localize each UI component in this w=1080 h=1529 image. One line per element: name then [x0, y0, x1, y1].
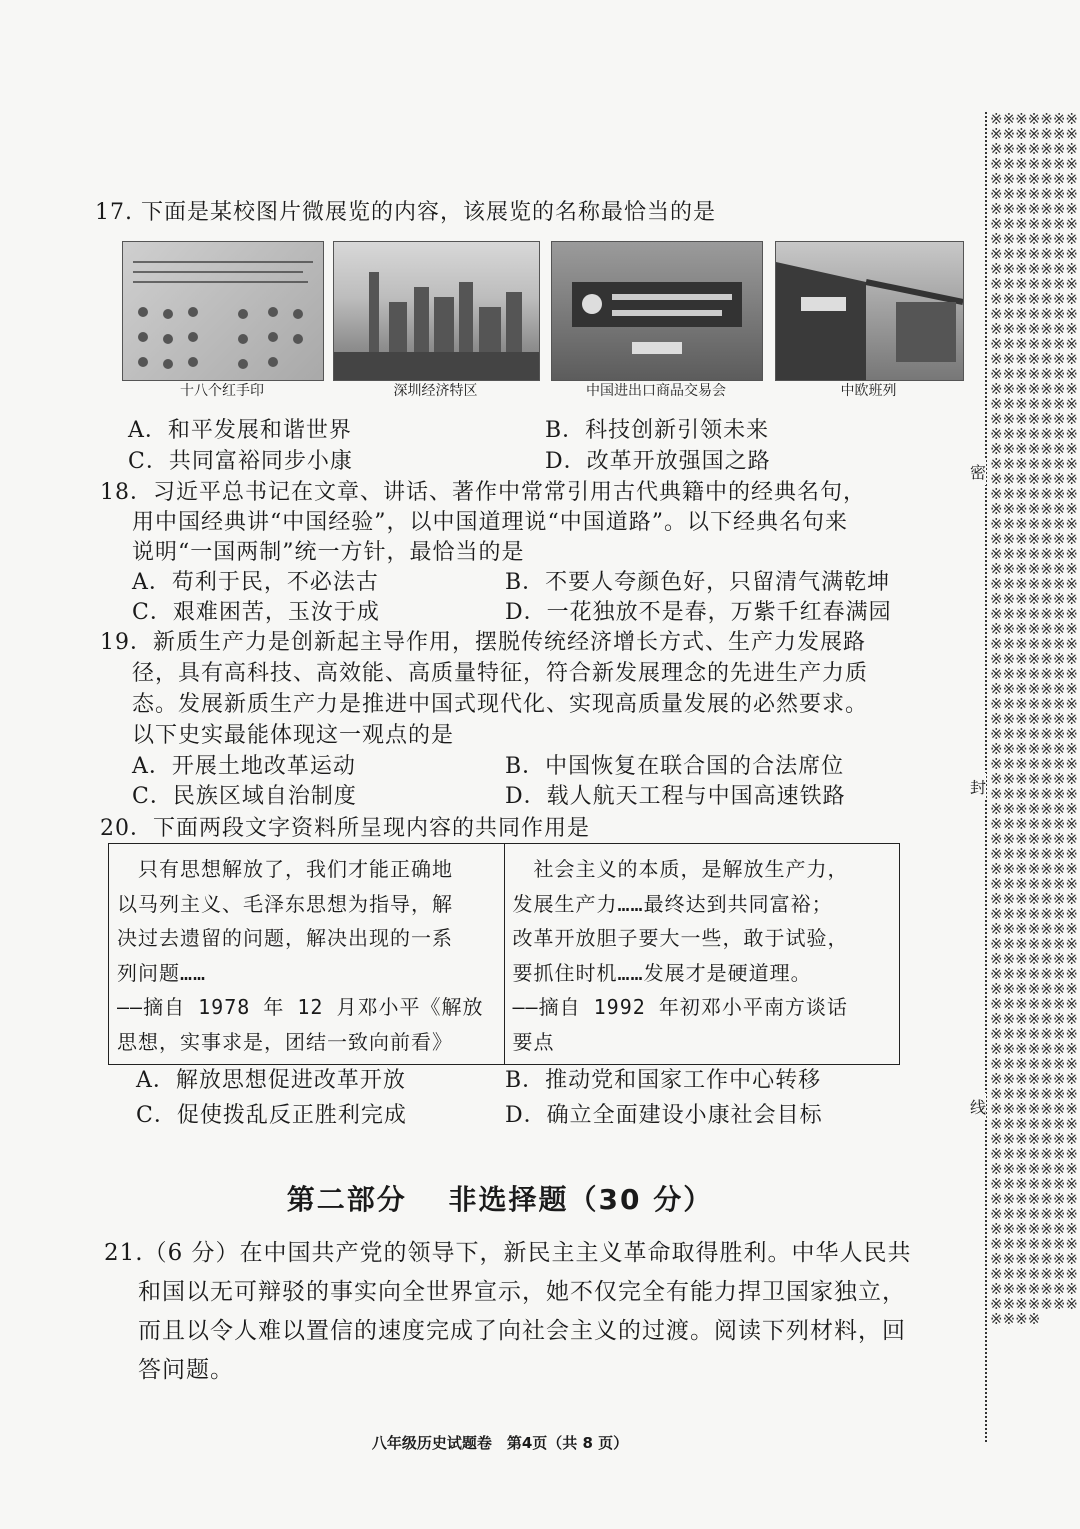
q18-option-c[interactable]: C．艰难困苦，玉汝于成 [132, 600, 380, 625]
seal-pattern: ※※※※※※※※※※※※※※※※※※※※※※※※※※※※※※※※※※※※※※※※※※※※※※※※※※※※※※※※※※※※※※※※※※※※※※※※※※※※※※※※※※※※※※※※※※※※※※※※※※※※※※※※※※※※※※※※※※※※※※※※※※※※※※※※※※※※※※※※※※※※※※※※※※※※※※※※※※※※※※※※※※※※※※※※※※※※※※※※※※※※※※※※※※※※※※※※※※※※※※※※※※※※※※※※※※※※※※※※※※※※※※※※※※※※※※※※※※※※※※※※※※※※※※※※※※※※※※※※※※※※※※※※※※※※※※※※※※※※※※※※※※※※※※※※※※※※※※※※※※※※※※※※※※※※※※※※※※※※※※※※※※※※※※※※※※※※※※※※※※※※※※※※※※※※※※※※※※※※※※※※※※※※※※※※※※※※※※※※※※※※※※※※※※※※※※※※※※※※※※※※※※※※※※※※※※※※※※※※※※※※※※※※※※※※※※※※※※※※※※※※※※※※※※※※※※※※※※※※※※※※※※※※※※※※※※※※※※※※※※※※※※※※※※※※※※※※※※※※※※※※※※※※※※※※※※※※※※※※※※※※※※※※※※※※※※※※※※※※※※※※※※※※※※※※※※※※※※※※※※※※※※※※ [990, 112, 1078, 1328]
quote-right-line: 要抓住时机……发展才是硬道理。 [512, 960, 812, 985]
q20-option-a[interactable]: A．解放思想促进改革开放 [136, 1068, 406, 1093]
caption-3: 中国进出口商品交易会 [586, 383, 726, 399]
freight-train-icon [776, 242, 963, 380]
quote-right-line: 要点 [512, 1029, 555, 1054]
q17-option-b[interactable]: B．科技创新引领未来 [545, 418, 770, 443]
quote-right-line: 社会主义的本质，是解放生产力， [512, 857, 849, 881]
q19-line-2: 径，具有高科技、高效能、高质量特征，符合新发展理念的先进生产力质 [132, 661, 869, 686]
caption-4: 中欧班列 [840, 383, 897, 399]
caption-1: 十八个红手印 [180, 383, 264, 399]
quote-right-line: 改革开放胆子要大一些，敢于试验， [512, 926, 849, 950]
q18-line-3: 说明“一国两制”统一方针，最恰当的是 [132, 540, 525, 565]
q19-line-3: 态。发展新质生产力是推进中国式现代化、实现高质量发展的必然要求。 [132, 692, 869, 717]
q20-quote-table [108, 843, 900, 1065]
q17-stem: 17. 下面是某校图片微展览的内容，该展览的名称最恰当的是 [95, 200, 716, 225]
q20-quote-right [504, 844, 900, 1064]
q20-option-d[interactable]: D．确立全面建设小康社会目标 [505, 1103, 823, 1128]
photo-canton-fair [551, 241, 763, 381]
seal-label-feng: 封 [970, 773, 986, 800]
q21-line-4: 答问题。 [138, 1357, 234, 1383]
quote-left-line: 只有思想解放了，我们才能正确地 [117, 857, 453, 881]
q18-option-b[interactable]: B．不要人夸颜色好，只留清气满乾坤 [505, 570, 891, 595]
q21-line-2: 和国以无可辩驳的事实向全世界宣示，她不仅完全有能力捍卫国家独立， [138, 1279, 906, 1305]
q20-quote-left [109, 844, 504, 1064]
q17-option-d[interactable]: D．改革开放强国之路 [545, 449, 771, 474]
page-footer: 八年级历史试题卷 第4页（共 8 页） [371, 1434, 629, 1452]
quote-left-line: 思想，实事求是，团结一致向前看》 [117, 1029, 453, 1054]
q17-option-c[interactable]: C．共同富裕同步小康 [128, 449, 353, 474]
q21-line-3: 而且以令人难以置信的速度完成了向社会主义的过渡。阅读下列材料，回 [138, 1318, 906, 1344]
quote-left-line: 以马列主义、毛泽东思想为指导，解 [117, 891, 453, 916]
seal-label-mi: 密 [970, 458, 986, 485]
photo-red-handprints [122, 241, 324, 381]
quote-right-line: 发展生产力……最终达到共同富裕； [512, 891, 833, 916]
quote-right-line: ——摘自 1992 年初邓小平南方谈话 [512, 995, 848, 1019]
q20-option-b[interactable]: B．推动党和国家工作中心转移 [505, 1068, 822, 1093]
q19-option-b[interactable]: B．中国恢复在联合国的合法席位 [505, 754, 845, 779]
exhibition-building-icon [552, 242, 762, 380]
handprint-document-icon [123, 242, 323, 380]
q20-stem: 20．下面两段文字资料所呈现内容的共同作用是 [100, 816, 590, 841]
quote-left-line: ——摘自 1978 年 12 月邓小平《解放 [117, 995, 484, 1019]
q20-option-c[interactable]: C．促使拨乱反正胜利完成 [136, 1103, 407, 1128]
q21-line-1: 21.（6 分）在中国共产党的领导下，新民主主义革命取得胜利。中华人民共 [104, 1240, 912, 1266]
q17-option-a[interactable]: A．和平发展和谐世界 [128, 418, 352, 443]
q19-option-c[interactable]: C．民族区域自治制度 [132, 784, 357, 809]
q18-option-d[interactable]: D．一花独放不是春，万紫千红春满园 [505, 600, 892, 625]
q18-line-2: 用中国经典讲“中国经验”，以中国道理说“中国道路”。以下经典名句来 [132, 510, 848, 535]
q19-line-4: 以下史实最能体现这一观点的是 [132, 723, 455, 748]
city-skyline-icon [334, 242, 539, 380]
seal-label-xian: 线 [970, 1093, 986, 1120]
quote-left-line: 列问题…… [117, 960, 207, 985]
photo-china-europe-train [775, 241, 964, 381]
caption-2: 深圳经济特区 [393, 383, 478, 399]
photo-shenzhen [333, 241, 540, 381]
q19-option-a[interactable]: A．开展土地改革运动 [132, 754, 356, 779]
q19-option-d[interactable]: D．载人航天工程与中国高速铁路 [505, 784, 846, 809]
section-title: 第二部分 非选择题（30 分） [286, 1183, 714, 1216]
q18-line-1: 18．习近平总书记在文章、讲话、著作中常常引用古代典籍中的经典名句， [100, 480, 866, 505]
q19-line-1: 19．新质生产力是创新起主导作用，摆脱传统经济增长方式、生产力发展路 [100, 630, 866, 655]
q18-option-a[interactable]: A．苟利于民，不必法古 [132, 570, 379, 595]
quote-left-line: 决过去遗留的问题，解决出现的一系 [117, 926, 453, 950]
